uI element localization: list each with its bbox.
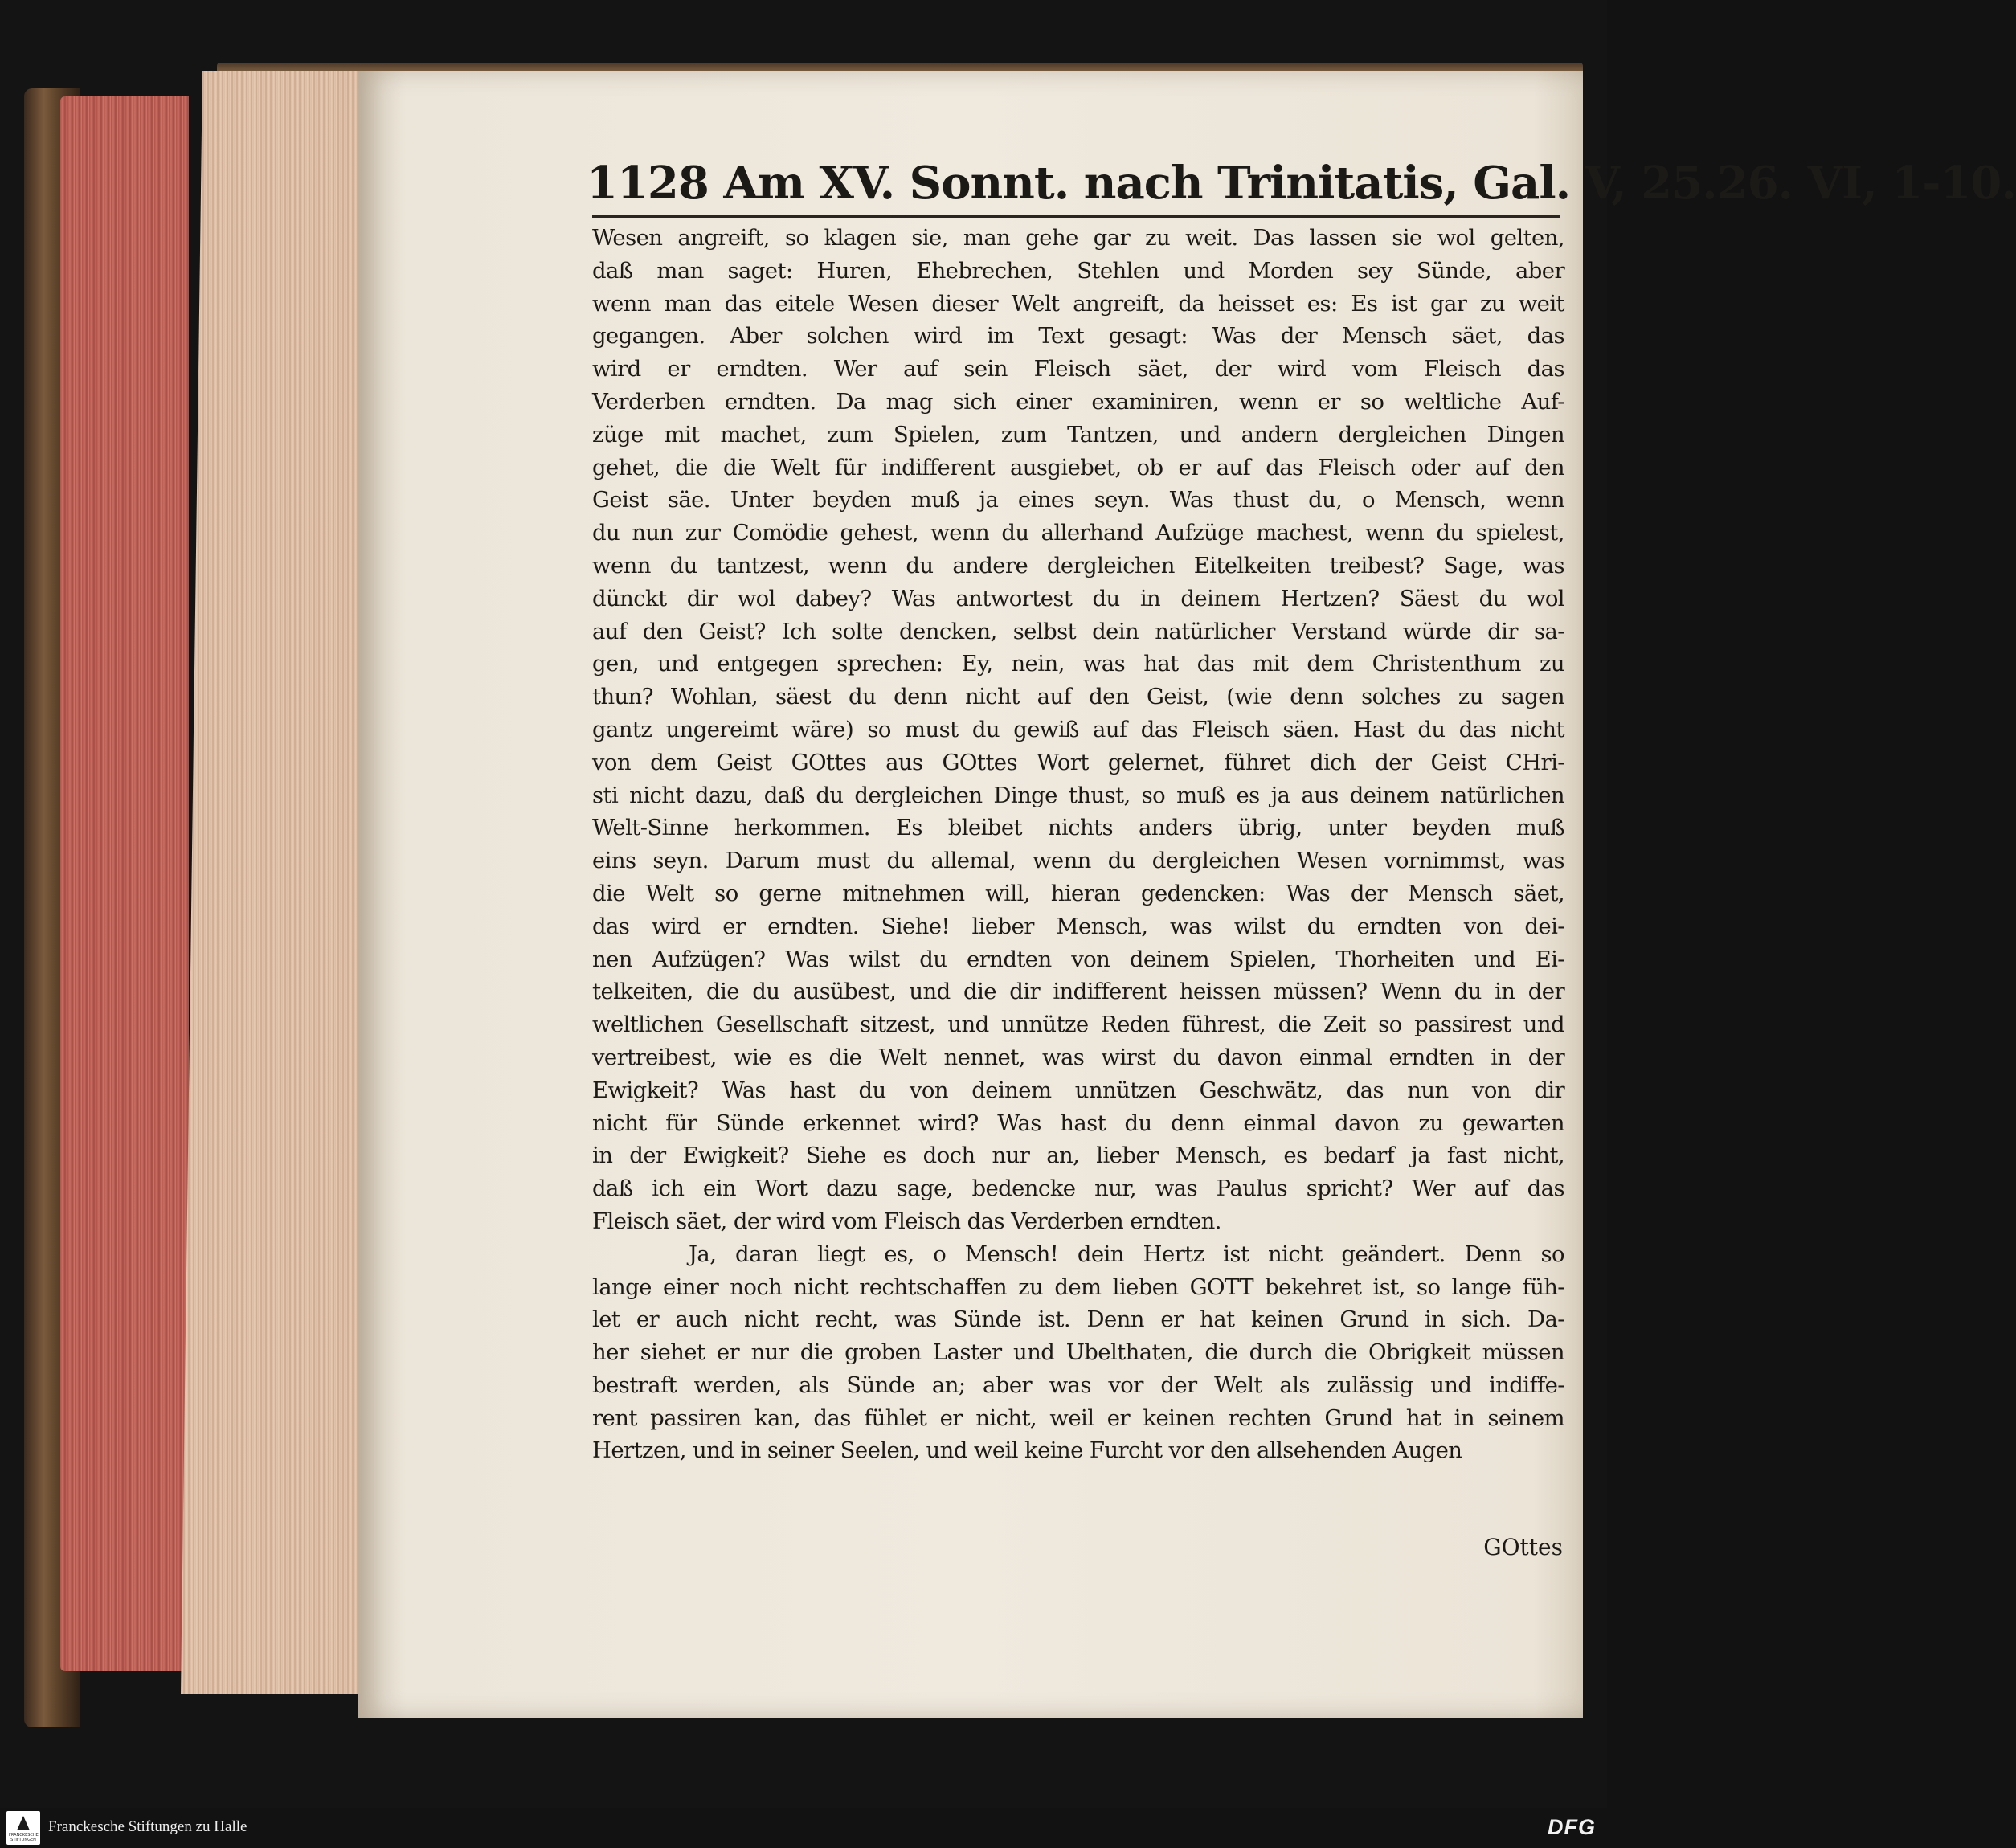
text-line: Wesen angreift, so klagen sie, man gehe gar zu weit. Das lassen sie wol gelten, [592,225,1564,251]
text-line: bestraft werden, als Sünde an; aber was vor der Welt als zulässig und indiffe- [592,1372,1564,1398]
header-rule [592,215,1560,218]
text-line: du nun zur Comödie gehest, wenn du allerhand Aufzüge machest, wenn du spielest, [592,520,1564,546]
text-line: rent passiren kan, das fühlet er nicht, weil er keinen rechten Grund hat in seinem [592,1404,1564,1431]
text-line: Fleisch säet, der wird vom Fleisch das Verderben erndten. [592,1208,1221,1234]
text-line: Verderben erndten. Da mag sich einer examiniren, wenn er so weltliche Auf- [592,388,1564,415]
body-text [592,222,1564,1467]
text-line: das wird er erndten. Siehe! lieber Mensch, was wilst du erndten von dei- [592,913,1564,939]
page-edges-stack [181,71,362,1694]
book-page [358,71,2016,1718]
text-line: auf den Geist? Ich solte dencken, selbst dein natürlicher Verstand würde dir sa- [592,618,1564,644]
institution-logo [6,1811,40,1845]
text-line: Ewigkeit? Was hast du von deinem unnützen Geschwätz, das nun von dir [592,1077,1564,1103]
text-line: thun? Wohlan, säest du denn nicht auf den Geist, (wie denn solches zu sagen [592,684,1564,710]
text-line: lange einer noch nicht rechtschaffen zu dem lieben GOTT bekehret ist, so lange füh- [592,1274,1564,1300]
text-line: wenn du tantzest, wenn du andere dergleichen Eitelkeiten treibest? Sage, was [592,552,1564,579]
text-line: eins seyn. Darum must du allemal, wenn du dergleichen Wesen vornimmst, was [592,848,1564,874]
text-line: gantz ungereimt wäre) so must du gewiß auf das Fleisch säen. Hast du das nicht [592,716,1564,742]
text-line: let er auch nicht recht, was Sünde ist. Denn er hat keinen Grund in sich. Da- [592,1306,1564,1333]
catchword: GOttes [1483,1534,1563,1560]
text-line: gen, und entgegen sprechen: Ey, nein, was hat das mit dem Christenthum zu [592,651,1564,677]
text-line: züge mit machet, zum Spielen, zum Tantzen, und andern dergleichen Dingen [592,421,1564,448]
text-line: von dem Geist GOttes aus GOttes Wort gelernet, führet dich der Geist CHri- [592,749,1564,775]
logo-mark-icon [17,1816,30,1830]
text-line: daß ich ein Wort dazu sage, bedencke nur, was Paulus spricht? Wer auf das [592,1175,1564,1202]
logo-text: FRANCKESCHE STIFTUNGEN [9,1833,39,1842]
text-line: die Welt so gerne mitnehmen will, hieran gedencken: Was der Mensch säet, [592,880,1564,906]
text-line: daß man saget: Huren, Ehebrechen, Stehlen und Morden sey Sünde, aber [592,257,1564,284]
text-line: telkeiten, die du ausübest, und die dir indifferent heissen müssen? Wenn du in der [592,979,1564,1005]
text-line: vertreibest, wie es die Welt nennet, was wirst du davon einmal erndten in der [592,1044,1564,1070]
institution-name: Franckesche Stiftungen zu Halle [48,1818,247,1835]
text-line: sti nicht dazu, daß du dergleichen Dinge thust, so muß es ja aus deinem natürlichen [592,782,1564,808]
text-line: nen Aufzügen? Was wilst du erndten von deinem Spielen, Thorheiten und Ei- [592,946,1564,972]
text-line: Ja, daran liegt es, o Mensch! dein Hertz ist nicht geändert. Denn so [689,1241,1564,1267]
text-line: gehet, die die Welt für indifferent ausgiebet, ob er auf das Fleisch oder auf den [592,454,1564,480]
dfg-logo: DFG [1548,1815,1596,1839]
text-line: nicht für Sünde erkennet wird? Was hast du denn einmal davon zu gewarten [592,1110,1564,1136]
text-line: Hertzen, und in seiner Seelen, und weil keine Furcht vor den allsehenden Augen [592,1437,1462,1464]
text-line: wenn man das eitele Wesen dieser Welt angreift, da heisset es: Es ist gar zu weit [592,290,1564,317]
text-line: her siehet er nur die groben Laster und Ubelthaten, die durch die Obrigkeit müssen [592,1339,1564,1366]
text-line: Geist säe. Unter beyden muß ja eines seyn. Was thust du, o Mensch, wenn [592,487,1564,513]
text-line: weltlichen Gesellschaft sitzest, und unnütze Reden führest, die Zeit so passirest und [592,1012,1564,1038]
running-header: 1128 Am XV. Sonnt. nach Trinitatis, Gal. V, 25.26. VI, 1-10. [587,157,2016,210]
text-line: in der Ewigkeit? Siehe es doch nur an, lieber Mensch, es bedarf ja fast nicht, [592,1143,1564,1169]
page-edges-red [60,96,189,1671]
text-line: gegangen. Aber solchen wird im Text gesagt: Was der Mensch säet, das [592,323,1564,350]
text-line: wird er erndten. Wer auf sein Fleisch säet, der wird vom Fleisch das [592,356,1564,382]
text-line: dünckt dir wol dabey? Was antwortest du in deinem Hertzen? Säest du wol [592,585,1564,611]
text-line: Welt-Sinne herkommen. Es bleibet nichts anders übrig, unter beyden muß [592,815,1564,841]
